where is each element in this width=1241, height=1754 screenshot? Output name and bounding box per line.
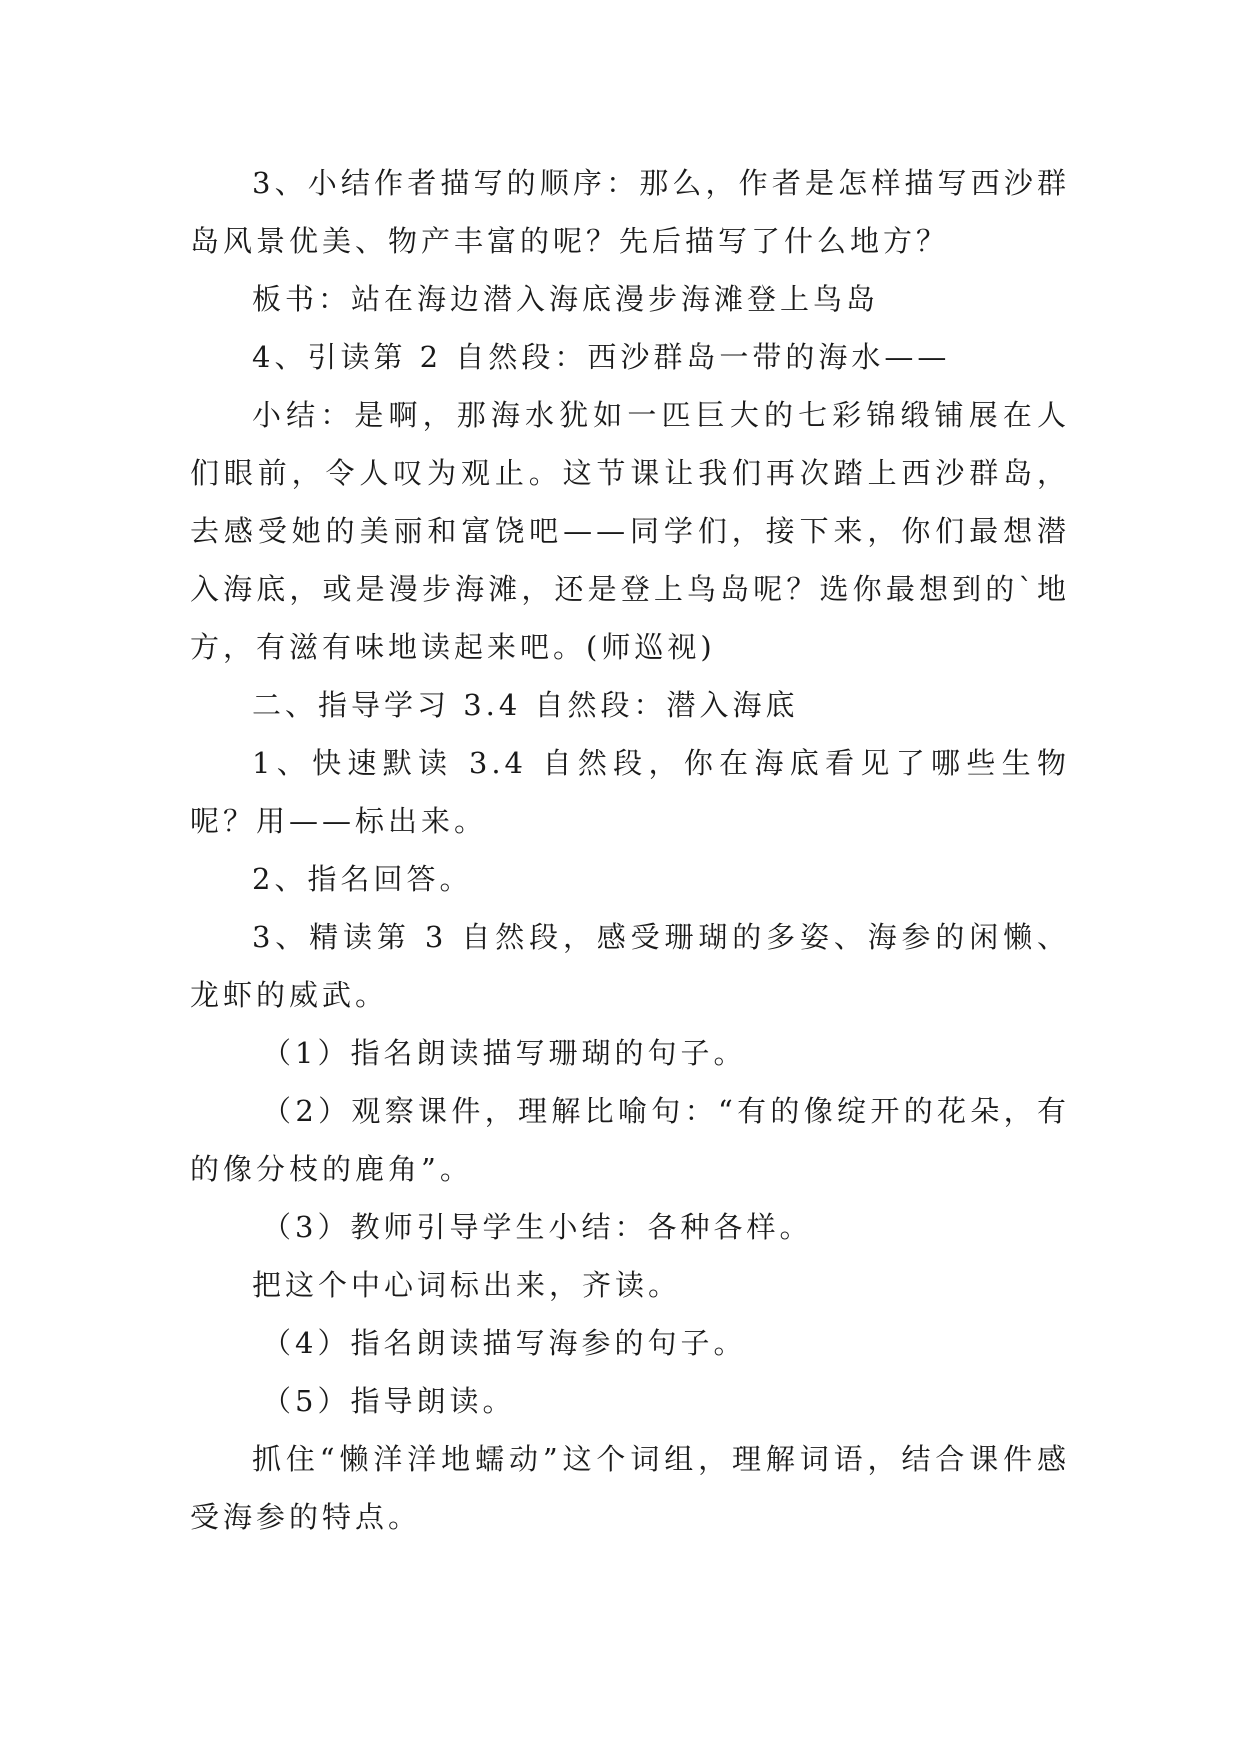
paragraph-item-5: （5）指导朗读。 [262,1384,516,1418]
paragraph-item-2: （2）观察课件，理解比喻句：“有的像绽开的花朵，有的像分枝的鹿角”。 [190,1094,1070,1186]
paragraph-item-4: （4）指名朗读描写海参的句子。 [262,1326,747,1360]
paragraph-board-writing: 板书：站在海边潜入海底漫步海滩登上鸟岛 [252,282,880,316]
paragraph-mark-keyword: 把这个中心词标出来，齐读。 [252,1268,682,1302]
paragraph-item-1: （1）指名朗读描写珊瑚的句子。 [262,1036,747,1070]
paragraph-item-3: （3）教师引导学生小结：各种各样。 [262,1210,813,1244]
paragraph-guided-reading-2: 4、引读第 2 自然段：西沙群岛一带的海水—— [252,340,951,374]
paragraph-sea-cucumber: 抓住“懒洋洋地蠕动”这个词组，理解词语，结合课件感受海参的特点。 [190,1442,1070,1534]
paragraph-summary-sea: 小结：是啊，那海水犹如一匹巨大的七彩锦缎铺展在人们眼前，令人叹为观止。这节课让我们再次踏上西沙群岛，去感受她的美丽和富饶吧——同学们，接下来，你们最想潜入海底，或是漫步海滩，还是登上鸟岛呢？选你最想到的`地方，有滋有味地读起来吧。(师巡视) [190,398,1070,664]
paragraph-answer: 2、指名回答。 [252,862,473,896]
section-heading-two: 二、指导学习 3.4 自然段：潜入海底 [252,688,799,722]
paragraph-silent-reading: 1、快速默读 3.4 自然段，你在海底看见了哪些生物呢？用——标出来。 [190,746,1070,838]
paragraph-close-reading: 3、精读第 3 自然段，感受珊瑚的多姿、海参的闲懒、龙虾的威武。 [190,920,1070,1012]
paragraph-summary-order: 3、小结作者描写的顺序：那么，作者是怎样描写西沙群岛风景优美、物产丰富的呢？先后描写了什么地方？ [190,166,1070,258]
document-page [190,154,1070,1546]
